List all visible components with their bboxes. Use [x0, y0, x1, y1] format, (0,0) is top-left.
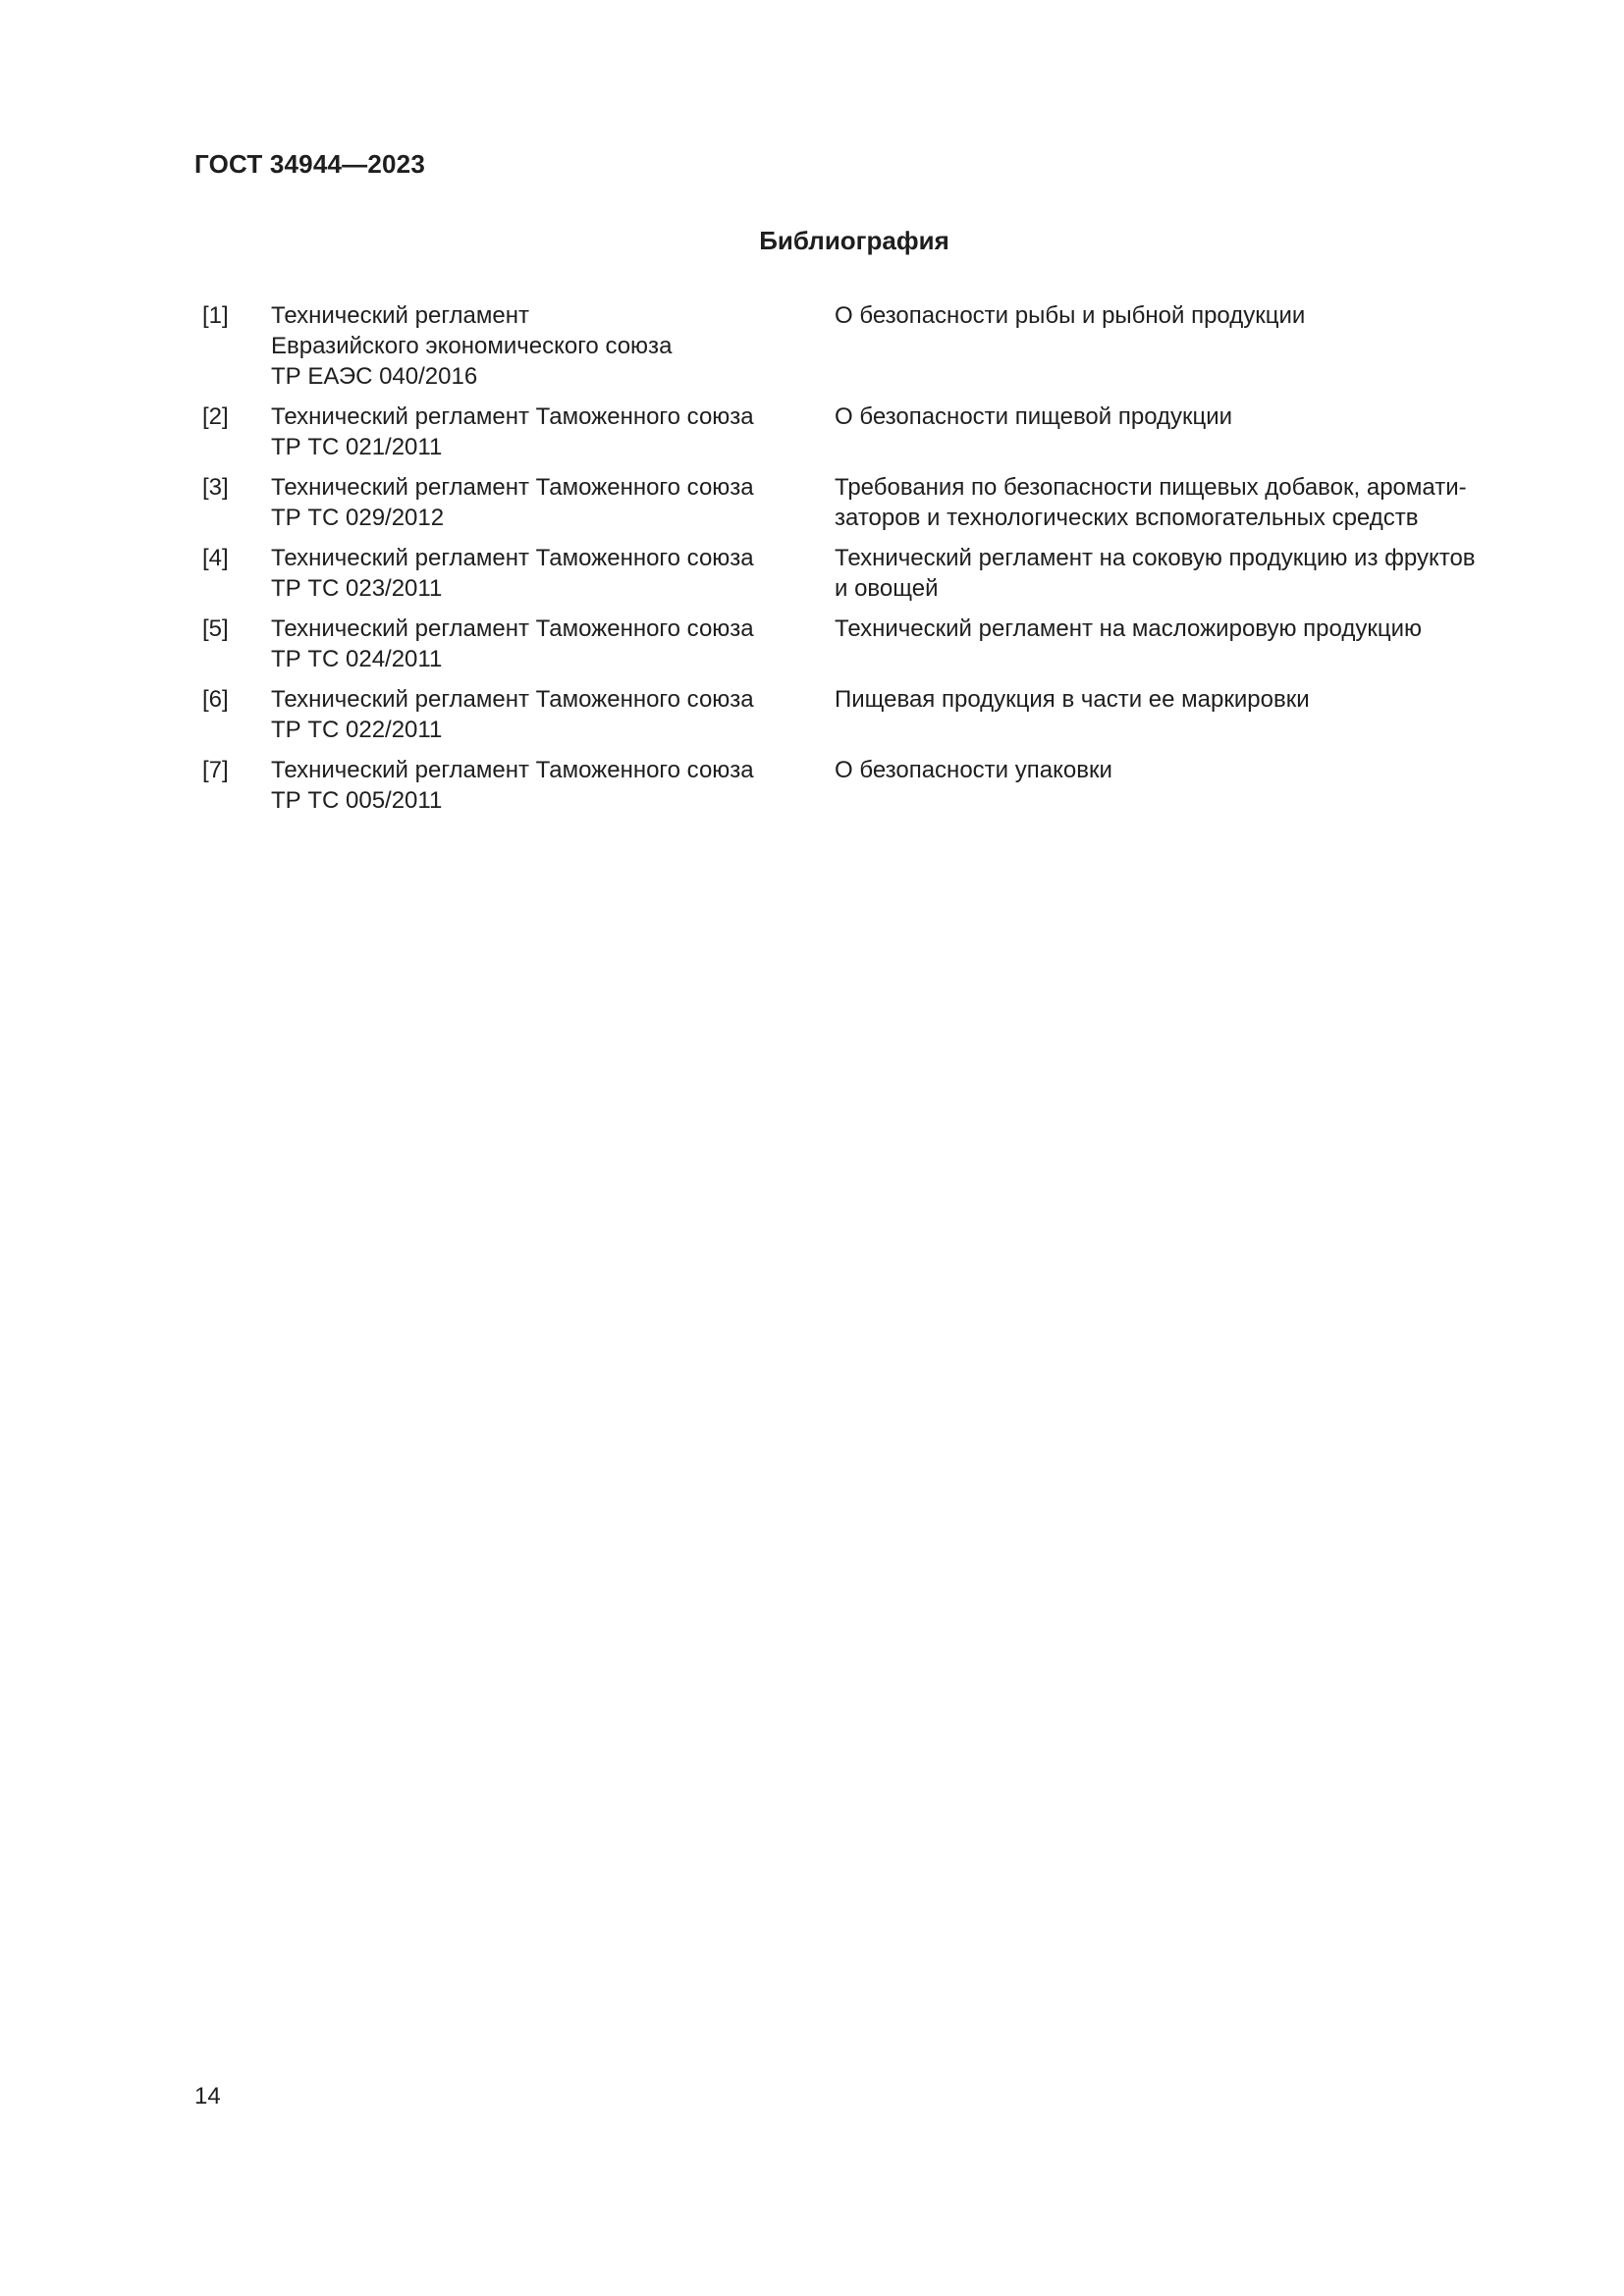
bibliography-entry — [202, 614, 1518, 674]
bibliography-title-line: Технический регламент на масложировую продукцию — [835, 615, 1422, 642]
page-number: 14 — [194, 2083, 221, 2109]
bibliography-document-line: Технический регламент Таможенного союза — [271, 403, 754, 430]
bibliography-document-line: Технический регламент Таможенного союза — [271, 474, 754, 501]
bibliography-document-line: ТР ТС 029/2012 — [271, 505, 445, 531]
bibliography-entry-document — [271, 614, 835, 674]
bibliography-entry-title — [835, 684, 1512, 715]
bibliography-document-line: ТР ТС 023/2011 — [271, 575, 443, 602]
bibliography-document-line: ТР ТС 024/2011 — [271, 646, 443, 672]
bibliography-entry — [202, 755, 1518, 816]
bibliography-document-line: Технический регламент Таможенного союза — [271, 757, 754, 783]
bibliography-title-line: Пищевая продукция в части ее маркировки — [835, 686, 1310, 713]
bibliography-entry-number: [6] — [202, 686, 229, 713]
bibliography-entry — [202, 472, 1518, 533]
bibliography-document-line: Технический регламент Таможенного союза — [271, 545, 754, 571]
bibliography-entry-document — [271, 543, 835, 604]
bibliography-document-line: Технический регламент — [271, 302, 529, 329]
bibliography-document-line: Евразийского экономического союза — [271, 333, 673, 359]
bibliography-entry-document — [271, 401, 835, 462]
bibliography-title-line: О безопасности пищевой продукции — [835, 403, 1233, 430]
bibliography-entry-title — [835, 401, 1512, 432]
bibliography-entry-document — [271, 755, 835, 816]
bibliography-entry-number: [5] — [202, 615, 229, 642]
bibliography-entry-number: [1] — [202, 302, 229, 329]
bibliography-entry-title — [835, 543, 1512, 604]
bibliography-document-line: ТР ТС 021/2011 — [271, 434, 443, 460]
bibliography-title-line: Требования по безопасности пищевых добавок, аромати- — [835, 474, 1467, 501]
bibliography-title-line: О безопасности рыбы и рыбной продукции — [835, 302, 1306, 329]
bibliography-title-line: Технический регламент на соковую продукцию из фруктов — [835, 545, 1476, 571]
bibliography-entry-number: [3] — [202, 474, 229, 501]
bibliography-title-line: и овощей — [835, 575, 939, 602]
bibliography-entry — [202, 543, 1518, 604]
bibliography-entry-title — [835, 300, 1512, 331]
bibliography-title-line: О безопасности упаковки — [835, 757, 1112, 783]
bibliography-entry — [202, 684, 1518, 745]
bibliography-title-line: заторов и технологических вспомогательных средств — [835, 505, 1419, 531]
bibliography-list — [202, 300, 1518, 826]
bibliography-document-line: Технический регламент Таможенного союза — [271, 615, 754, 642]
bibliography-entry-title — [835, 614, 1512, 644]
section-title: Библиография — [759, 226, 949, 255]
bibliography-entry — [202, 300, 1518, 392]
document-code: ГОСТ 34944—2023 — [194, 149, 425, 179]
bibliography-entry-document — [271, 472, 835, 533]
bibliography-document-line: Технический регламент Таможенного союза — [271, 686, 754, 713]
bibliography-entry — [202, 401, 1518, 462]
bibliography-entry-number: [4] — [202, 545, 229, 571]
bibliography-document-line: ТР ТС 022/2011 — [271, 717, 443, 743]
bibliography-entry-number: [7] — [202, 757, 229, 783]
bibliography-entry-document — [271, 684, 835, 745]
bibliography-document-line: ТР ТС 005/2011 — [271, 787, 443, 814]
bibliography-entry-title — [835, 755, 1512, 785]
bibliography-entry-document — [271, 300, 835, 392]
bibliography-entry-title — [835, 472, 1512, 533]
bibliography-entry-number: [2] — [202, 403, 229, 430]
bibliography-document-line: ТР ЕАЭС 040/2016 — [271, 363, 478, 390]
